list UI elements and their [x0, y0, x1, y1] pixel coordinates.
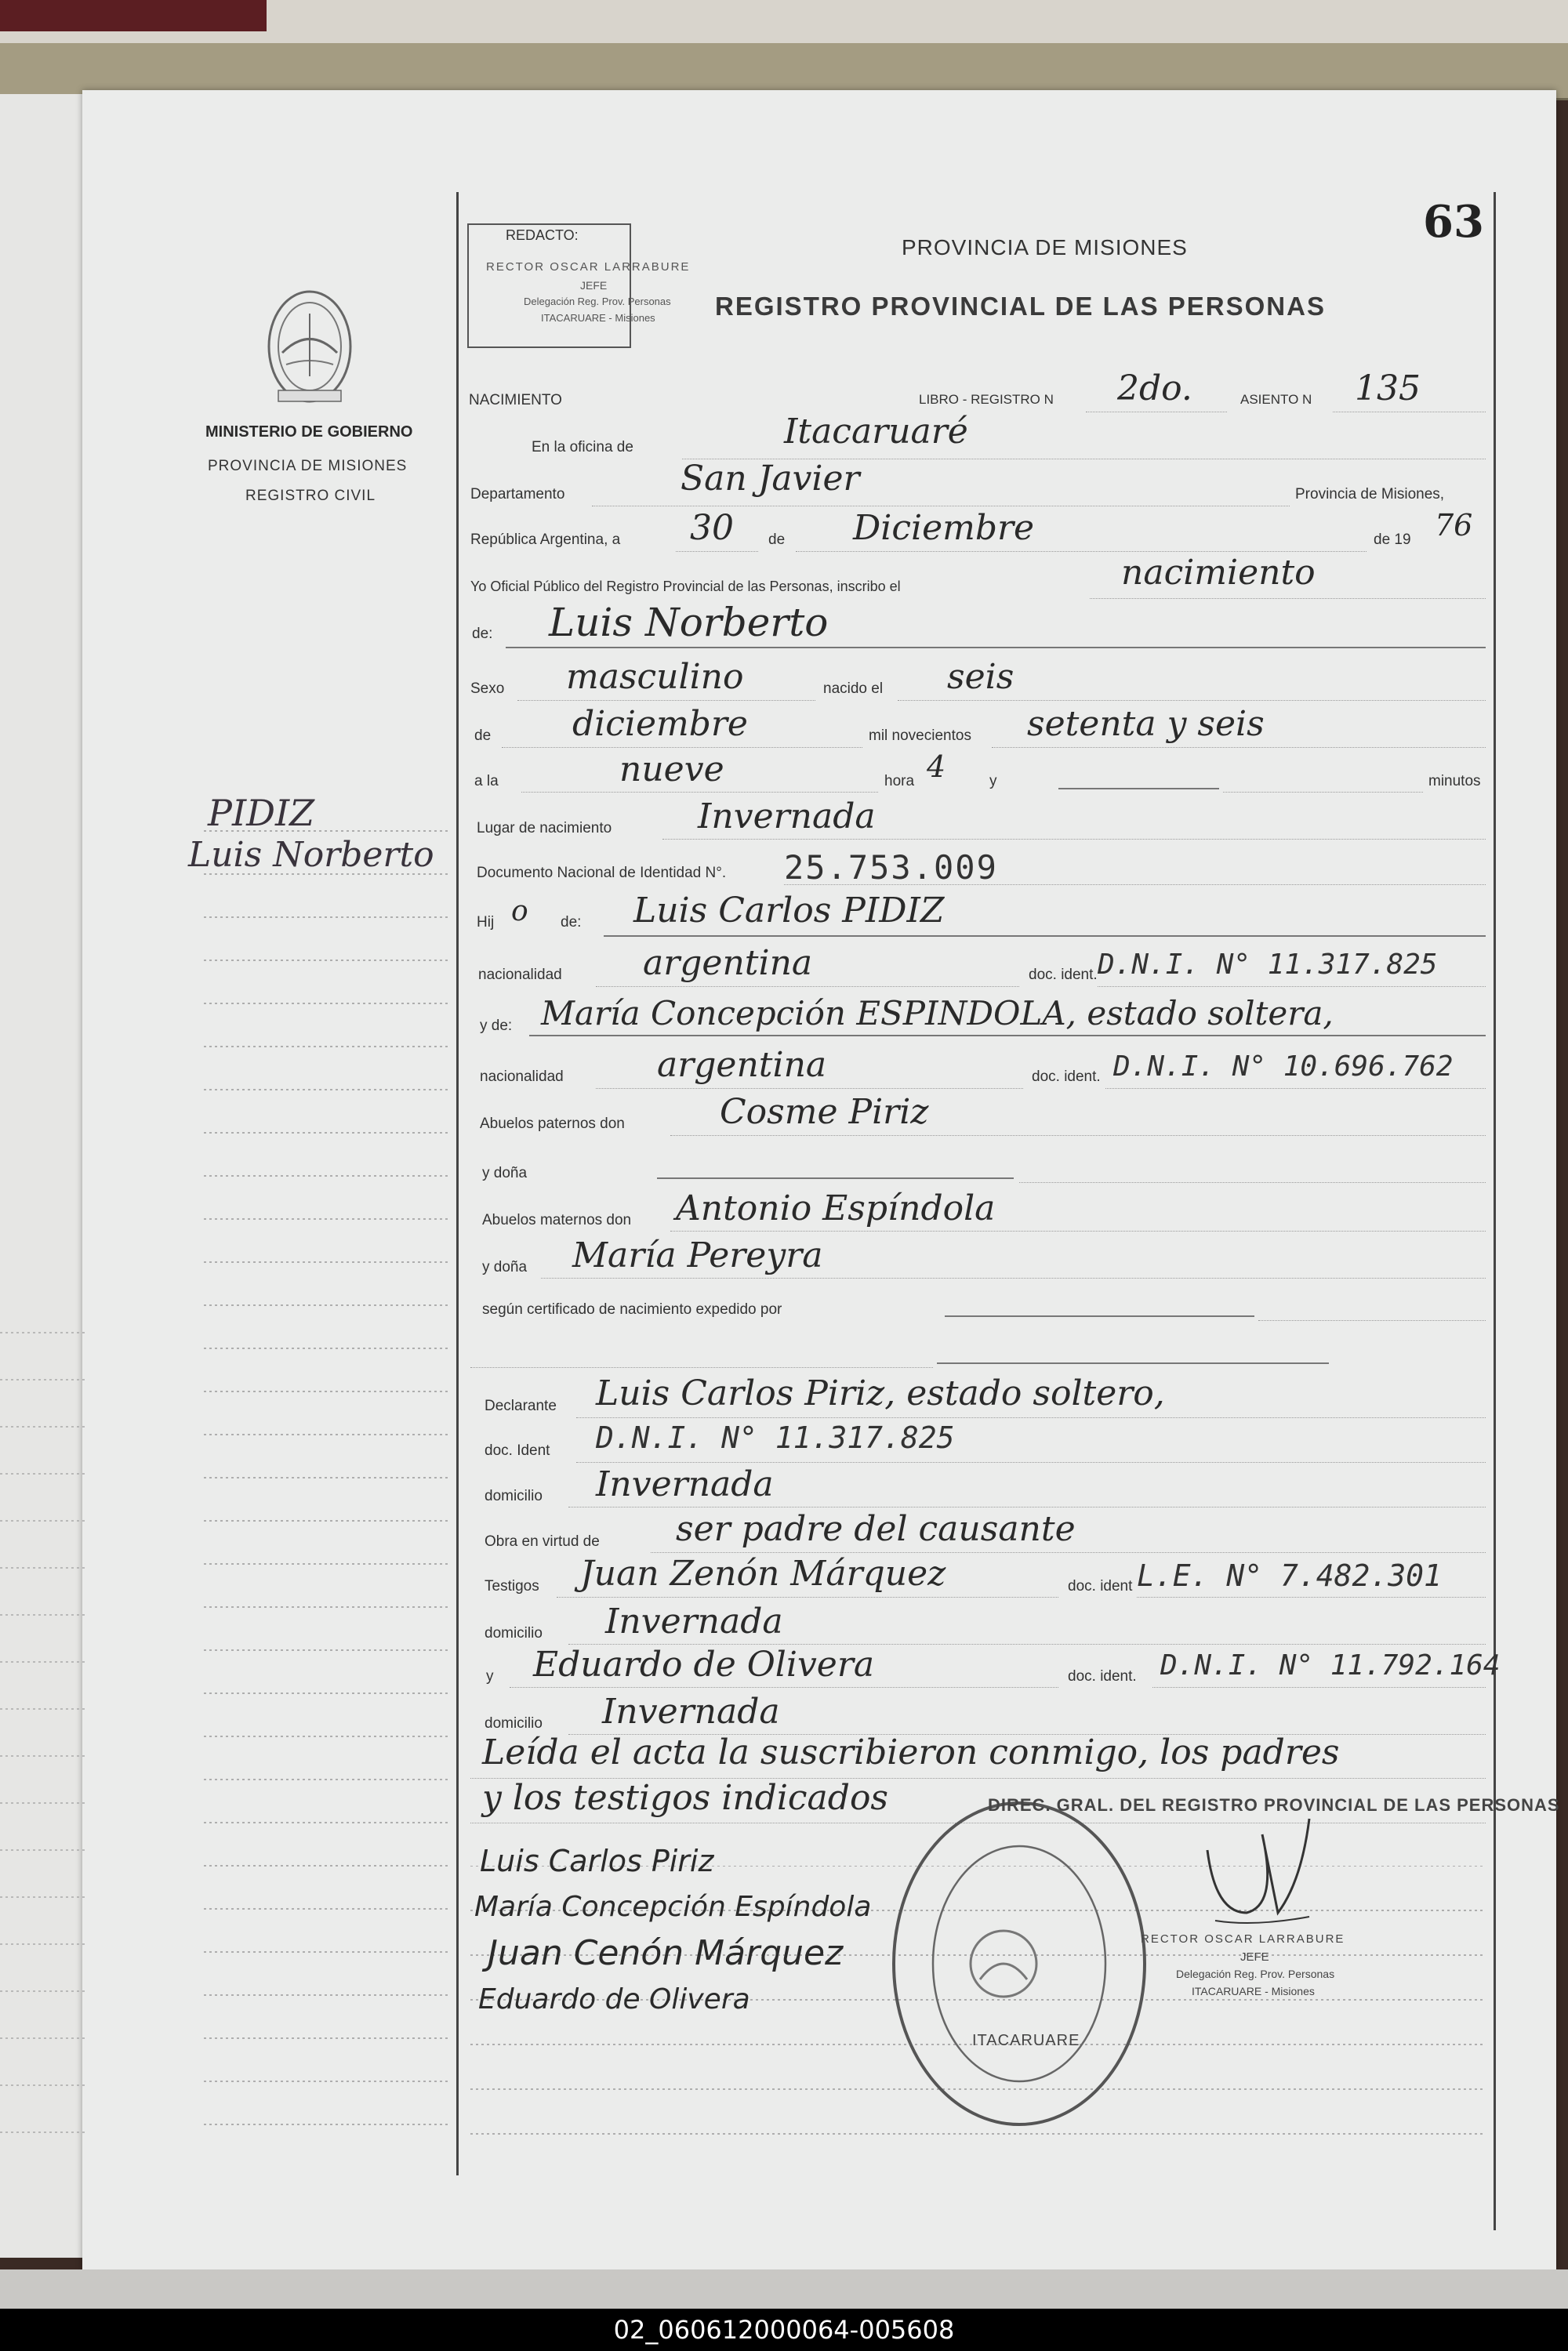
value-abuela-mat: María Pereyra [572, 1235, 823, 1275]
label-doc-ident4: doc. ident [1068, 1578, 1133, 1595]
value-dom-testigo1: Invernada [605, 1602, 783, 1642]
label-y2: y [486, 1668, 494, 1685]
value-doc-testigo2: D.N.I. N° 11.792.164 [1160, 1649, 1501, 1682]
rule [670, 1231, 1486, 1232]
value-nombre: Luis Norberto [549, 600, 829, 645]
header-registry: REGISTRO PROVINCIAL DE LAS PERSONAS [715, 292, 1326, 321]
stamp-bottom-line3: Delegación Reg. Prov. Personas [1176, 1968, 1335, 1980]
rule [576, 1417, 1486, 1418]
label-y-dona2: y doña [482, 1259, 528, 1275]
label-testigos: Testigos [485, 1578, 539, 1595]
label-doc-ident3: doc. Ident [485, 1442, 550, 1459]
rule [796, 551, 1367, 552]
rule [670, 1135, 1486, 1136]
value-departamento: San Javier [681, 459, 860, 499]
rule [657, 1177, 1014, 1179]
rule [937, 1362, 1329, 1364]
label-doc-ident2: doc. ident. [1032, 1068, 1101, 1085]
value-acto: nacimiento [1121, 553, 1316, 593]
label-de: de [768, 532, 786, 548]
rule [604, 935, 1486, 937]
label-y: y [989, 773, 997, 789]
rule [1090, 598, 1486, 599]
label-y-de: y de: [480, 1018, 513, 1034]
value-dom-declarante: Invernada [596, 1464, 774, 1504]
value-testigo2: Eduardo de Olivera [533, 1645, 875, 1685]
value-obra: ser padre del causante [676, 1509, 1076, 1549]
signature-2: María Concepción Espíndola [474, 1891, 872, 1923]
page-number: 63 [1423, 196, 1484, 248]
label-domicilio3: domicilio [485, 1715, 543, 1732]
rule [1258, 1320, 1486, 1321]
rule [1152, 1687, 1486, 1688]
margin-note-surname: PIDIZ [208, 792, 315, 834]
value-abuelo-mat: Antonio Espíndola [676, 1188, 996, 1228]
label-mil-novecientos: mil novecientos [869, 727, 971, 744]
stamp-top-line2: JEFE [580, 279, 608, 292]
label-declarante: Declarante [485, 1398, 557, 1414]
value-doc-declarante: D.N.I. N° 11.317.825 [596, 1420, 955, 1455]
value-lugar: Invernada [698, 796, 876, 836]
rule [945, 1315, 1254, 1317]
label-lugar: Lugar de nacimiento [477, 820, 612, 836]
label-hij-de: de: [561, 914, 582, 931]
label-a-la: a la [474, 773, 499, 789]
rule [576, 1462, 1486, 1463]
label-hora: hora [884, 773, 915, 789]
label-obra: Obra en virtud de [485, 1533, 600, 1550]
rule [992, 747, 1486, 748]
book-cover-corner [0, 0, 267, 31]
value-dom-testigo2: Invernada [602, 1692, 780, 1732]
value-mes-nac: diciembre [572, 704, 748, 744]
value-doc-testigo1: L.E. N° 7.482.301 [1137, 1558, 1442, 1593]
signature-1: Luis Carlos Piriz [480, 1844, 714, 1878]
margin-note-name: Luis Norberto [188, 835, 434, 875]
official-seal-icon [886, 1791, 1152, 2136]
value-nac-madre: argentina [657, 1045, 827, 1085]
left-page-lines [0, 94, 106, 2258]
stamp-bottom-line4: ITACARUARE - Misiones [1192, 1985, 1315, 1997]
value-cierre2: y los testigos indicados [482, 1778, 889, 1818]
value-testigo1: Juan Zenón Márquez [580, 1554, 946, 1594]
label-de2: de [474, 727, 492, 744]
label-segun: según certificado de nacimiento expedido por [482, 1301, 782, 1318]
rule [662, 839, 1486, 840]
image-id-footer: 02_060612000064-005608 [0, 2309, 1568, 2351]
label-departamento: Departamento [470, 486, 565, 502]
value-dia-nac: seis [947, 657, 1014, 697]
margin-ministry: MINISTERIO DE GOBIERNO [205, 423, 413, 441]
rule [506, 647, 1486, 648]
label-abuelos-paternos: Abuelos paternos don [480, 1116, 625, 1132]
label-nacionalidad2: nacionalidad [480, 1068, 564, 1085]
label-nacionalidad: nacionalidad [478, 967, 562, 983]
rule [517, 700, 815, 701]
value-mes: Diciembre [853, 508, 1035, 548]
seal-text: DIREC. GRAL. DEL REGISTRO PROVINCIAL DE LAS PERSONAS [988, 1795, 1560, 1815]
label-minutos: minutos [1428, 773, 1481, 789]
rule [1223, 792, 1423, 793]
label-nacido-el: nacido el [823, 680, 884, 697]
redacto-label: REDACTO: [506, 227, 579, 243]
value-oficina: Itacaruaré [784, 412, 968, 452]
signature-3: Juan Cenón Márquez [488, 1933, 844, 1973]
value-doc-padre: D.N.I. N° 11.317.825 [1098, 949, 1438, 981]
value-libro: 2do. [1117, 368, 1192, 408]
margin-ruling [204, 784, 455, 2195]
label-libro: LIBRO - REGISTRO N [919, 392, 1054, 407]
rule [596, 1088, 1023, 1089]
rule [557, 1597, 1058, 1598]
value-anio-nac: setenta y seis [1027, 704, 1265, 744]
rule [529, 1035, 1486, 1036]
value-hora-num: 4 [927, 749, 946, 784]
value-declarante: Luis Carlos Piriz, estado soltero, [596, 1373, 1165, 1413]
rule [1098, 986, 1486, 987]
label-doc-ident5: doc. ident. [1068, 1668, 1137, 1685]
label-sexo: Sexo [470, 680, 505, 697]
rule [1019, 1182, 1486, 1183]
label-nacimiento: NACIMIENTO [469, 392, 562, 408]
label-doc-ident: doc. ident. [1029, 967, 1098, 983]
rule [510, 1687, 1058, 1688]
margin-province: PROVINCIA DE MISIONES [208, 458, 408, 474]
value-asiento: 135 [1355, 368, 1421, 408]
rule [541, 1278, 1486, 1279]
label-de-colon: de: [472, 626, 493, 642]
margin-registry: REGISTRO CIVIL [245, 488, 376, 504]
rule [470, 1367, 933, 1368]
label-hij: Hij [477, 914, 495, 931]
header-province: PROVINCIA DE MISIONES [902, 235, 1188, 259]
label-yo-oficial: Yo Oficial Público del Registro Provincial de las Personas, inscribo el [470, 579, 901, 594]
value-doc-madre: D.N.I. N° 10.696.762 [1113, 1050, 1454, 1083]
value-anio: 76 [1435, 508, 1473, 542]
value-cierre1: Leída el acta la suscribieron conmigo, los padres [482, 1732, 1340, 1772]
value-hora: nueve [619, 749, 724, 789]
value-madre: María Concepción ESPINDOLA, estado soltera, [541, 994, 1334, 1032]
label-abuelos-maternos: Abuelos maternos don [482, 1212, 632, 1228]
stamp-top-line1: RECTOR OSCAR LARRABURE [486, 260, 691, 274]
frame-right-line [1494, 192, 1496, 2230]
rule [676, 551, 758, 552]
stamp-top-line4: ITACARUARE - Misiones [541, 312, 655, 324]
label-de19: de 19 [1374, 532, 1411, 548]
stamp-top-line3: Delegación Reg. Prov. Personas [524, 296, 671, 307]
rule [898, 700, 1486, 701]
label-dni: Documento Nacional de Identidad N°. [477, 865, 727, 881]
stamp-bottom-line1: RECTOR OSCAR LARRABURE [1141, 1932, 1345, 1946]
rule [1105, 1088, 1486, 1089]
rule [651, 1552, 1486, 1553]
value-padre: Luis Carlos PIDIZ [633, 891, 945, 931]
value-sexo: masculino [566, 657, 744, 697]
rule [502, 747, 862, 748]
label-oficina: En la oficina de [532, 439, 633, 455]
seal-center: ITACARUARE [972, 2032, 1080, 2049]
label-republica: República Argentina, a [470, 532, 621, 548]
rule [521, 792, 878, 793]
bottom-edge [0, 2269, 1568, 2309]
label-domicilio: domicilio [485, 1488, 543, 1504]
coat-of-arms-icon [259, 282, 361, 408]
value-hij-letter: o [511, 895, 528, 927]
label-provincia: Provincia de Misiones, [1295, 486, 1445, 502]
label-domicilio2: domicilio [485, 1625, 543, 1642]
value-abuelo-pat: Cosme Piriz [720, 1092, 929, 1132]
rule [1058, 788, 1219, 789]
stamp-bottom-line2: JEFE [1240, 1950, 1269, 1964]
rule [784, 884, 1486, 885]
label-y-dona: y doña [482, 1165, 528, 1181]
chief-signature-icon [1192, 1803, 1317, 1936]
value-dni: 25.753.009 [784, 848, 998, 887]
rule [1137, 1597, 1486, 1598]
value-nac-padre: argentina [643, 943, 813, 983]
value-dia: 30 [690, 508, 734, 548]
signature-4: Eduardo de Olivera [478, 1983, 750, 2015]
label-asiento: ASIENTO N [1240, 392, 1312, 407]
frame-left-line [456, 192, 459, 2175]
rule [596, 986, 1019, 987]
